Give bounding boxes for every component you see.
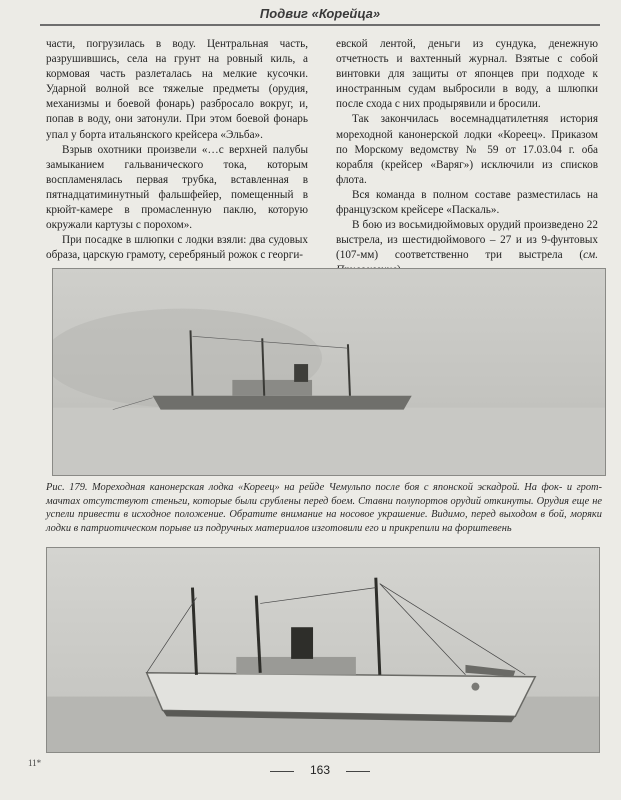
paragraph: Взрыв охотники произвели «…с верхней палубы замыканием гальванического тока, которым воспламенялась первая трубка, вставленная в пятнадцатиминутный фальшфейер, помещенный в крюйт-камере в промасленную паклю, которую окружали картузы с порохом».	[46, 143, 308, 232]
paragraph: евской лентой, деньги из сундука, денежную отчетность и вахтенный журнал. Взятые с собой винтовки для защиты от японцев при подходе к иностранным судам выбросили в воду, а шлюпки после схода с них продырявили и бросили.	[336, 38, 598, 111]
footer-rule-right	[346, 771, 370, 772]
paragraph: Так закончилась восемнадцатилетняя история мореходной канонерской лодки «Кореец». Приказом по Морскому ведомству № 59 от 17.03.04 г. оба корабля (крейсер «Варяг») исключили из списков флота.	[336, 113, 598, 186]
ship-photo-close	[46, 547, 600, 753]
ship-photo-distant	[52, 268, 606, 476]
appendix-reference: см.	[583, 249, 598, 262]
running-header	[40, 6, 600, 28]
printer-signature: 11*	[28, 758, 42, 768]
figure-caption: Рис. 179. Мореходная канонерская лодка «Кореец» на рейде Чемульпо после боя с японской эскадрой. На фок- и грот-мачтах отсутствуют стеньги, которые были срублены перед боем. Ставни полупортов орудий откинуты. Орудия еще не успели привести в исходное положение. Обратите внимание на носовое украшение. Видимо, перед выходом в бой, моряки лодки в патриотическом порыве из подручных материалов изготовили его и прикрепили на форштевень	[46, 482, 602, 534]
page-number: 163	[309, 763, 331, 777]
paragraph: части, погрузилась в воду. Центральная часть, разрушившись, села на грунт на ровный киль, а кормовая часть разлеталась на мелкие кусочки. Ударной волной все тяжелые предметы (орудия, механизмы и боевой фонарь) разбросало вокруг, и, попав в воду, они затонули. При этом боевой фонарь упал у борта итальянского крейсера «Эльба».	[46, 38, 308, 141]
page-footer	[270, 763, 370, 779]
text-columns	[46, 37, 598, 262]
header-rule	[40, 24, 600, 26]
left-column	[46, 37, 308, 263]
paragraph-text: В бою из восьмидюймовых орудий произведено 22 выстрела, из шестидюймового – 27 и из 9-фунтовых (107-мм) соответственно три выстрела (	[336, 219, 598, 262]
paragraph: При посадке в шлюпки с лодки взяли: два судовых образа, царскую грамоту, серебряный рожок с георги-	[46, 234, 308, 262]
right-column	[336, 37, 598, 279]
paragraph: Вся команда в полном составе разместилась на французском крейсере «Паскаль».	[336, 188, 598, 217]
running-title: Подвиг «Корейца»	[259, 6, 381, 21]
